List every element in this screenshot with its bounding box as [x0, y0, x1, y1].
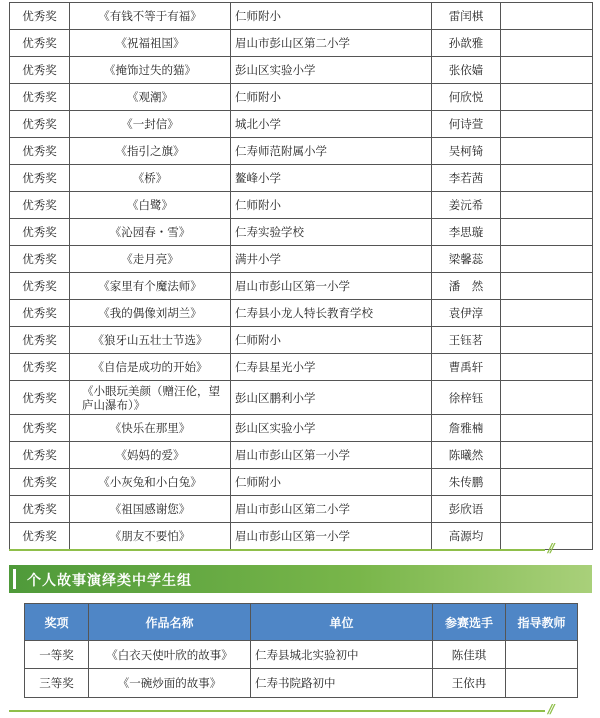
- table-row: [10, 84, 593, 111]
- header-player: 参赛选手: [433, 604, 506, 641]
- award-cell: 三等奖: [25, 669, 89, 698]
- player-cell: 袁伊淳: [432, 300, 501, 327]
- unit-cell: 眉山市彭山区第二小学: [231, 30, 432, 57]
- work-cell: 《白鹭》: [70, 192, 231, 219]
- table-row: [10, 415, 593, 442]
- work-cell: 《白衣天使叶欣的故事》: [89, 641, 251, 669]
- work-cell: 《祖国感谢您》: [70, 496, 231, 523]
- player-cell: 张依嫱: [432, 57, 501, 84]
- teacher-cell: [501, 246, 593, 273]
- award-cell: 优秀奖: [10, 327, 70, 354]
- table-row: [25, 669, 578, 698]
- unit-cell: 眉山市彭山区第一小学: [231, 442, 432, 469]
- unit-cell: 仁寿县城北实验初中: [251, 641, 433, 669]
- player-cell: 雷闰棋: [432, 3, 501, 30]
- work-cell: 《家里有个魔法师》: [70, 273, 231, 300]
- table-row: [10, 111, 593, 138]
- slash-ornament: //: [548, 541, 553, 555]
- teacher-cell: [501, 496, 593, 523]
- unit-cell: 仁寿县小龙人特长教育学校: [231, 300, 432, 327]
- unit-cell: 仁师附小: [231, 192, 432, 219]
- unit-cell: 彭山区实验小学: [231, 415, 432, 442]
- table-row: [10, 3, 593, 30]
- table-row: [10, 469, 593, 496]
- award-cell: 优秀奖: [10, 415, 70, 442]
- teacher-cell: [501, 300, 593, 327]
- teacher-cell: [501, 415, 593, 442]
- table-row: [10, 219, 593, 246]
- table-row: [10, 496, 593, 523]
- award-table-primary: [9, 2, 593, 550]
- header-unit: 单位: [251, 604, 433, 641]
- unit-cell: 眉山市彭山区第一小学: [231, 273, 432, 300]
- teacher-cell: [501, 192, 593, 219]
- work-cell: 《小眼玩美颜（赠汪伦，望庐山瀑布）》: [70, 381, 231, 415]
- player-cell: 李思璇: [432, 219, 501, 246]
- table-row: [25, 641, 578, 669]
- award-cell: 优秀奖: [10, 57, 70, 84]
- work-cell: 《掩饰过失的猫》: [70, 57, 231, 84]
- unit-cell: 仁寿实验学校: [231, 219, 432, 246]
- player-cell: 朱传鹏: [432, 469, 501, 496]
- work-cell: 《狼牙山五壮士节选》: [70, 327, 231, 354]
- unit-cell: 鳌峰小学: [231, 165, 432, 192]
- work-cell: 《走月亮》: [70, 246, 231, 273]
- award-cell: 优秀奖: [10, 219, 70, 246]
- work-cell: 《我的偶像刘胡兰》: [70, 300, 231, 327]
- table-row: [10, 192, 593, 219]
- unit-cell: 满井小学: [231, 246, 432, 273]
- work-cell: 《自信是成功的开始》: [70, 354, 231, 381]
- player-cell: 姜沅希: [432, 192, 501, 219]
- table-row: [10, 165, 593, 192]
- award-cell: 优秀奖: [10, 354, 70, 381]
- player-cell: 高源均: [432, 523, 501, 550]
- slash-ornament: //: [548, 702, 553, 716]
- award-cell: 优秀奖: [10, 192, 70, 219]
- table-row: [10, 354, 593, 381]
- award-cell: 一等奖: [25, 641, 89, 669]
- teacher-cell: [501, 469, 593, 496]
- table-row: [10, 30, 593, 57]
- header-teacher: 指导教师: [506, 604, 578, 641]
- work-cell: 《一封信》: [70, 111, 231, 138]
- player-cell: 陈佳琪: [433, 641, 506, 669]
- player-cell: 曹禹轩: [432, 354, 501, 381]
- player-cell: 李若茜: [432, 165, 501, 192]
- player-cell: 詹雅楠: [432, 415, 501, 442]
- teacher-cell: [501, 111, 593, 138]
- award-cell: 优秀奖: [10, 381, 70, 415]
- teacher-cell: [501, 381, 593, 415]
- player-cell: 梁馨蕊: [432, 246, 501, 273]
- section-header: [9, 565, 592, 593]
- work-cell: 《观潮》: [70, 84, 231, 111]
- player-cell: 孙歆雅: [432, 30, 501, 57]
- award-cell: 优秀奖: [10, 523, 70, 550]
- divider-line: [9, 549, 545, 551]
- award-cell: 优秀奖: [10, 111, 70, 138]
- teacher-cell: [501, 219, 593, 246]
- unit-cell: 仁师附小: [231, 84, 432, 111]
- table-row: [10, 57, 593, 84]
- work-cell: 《桥》: [70, 165, 231, 192]
- award-cell: 优秀奖: [10, 30, 70, 57]
- teacher-cell: [506, 669, 578, 698]
- header-work: 作品名称: [89, 604, 251, 641]
- award-cell: 优秀奖: [10, 165, 70, 192]
- work-cell: 《妈妈的爱》: [70, 442, 231, 469]
- award-cell: 优秀奖: [10, 246, 70, 273]
- player-cell: 王依冉: [433, 669, 506, 698]
- teacher-cell: [501, 442, 593, 469]
- teacher-cell: [501, 57, 593, 84]
- award-cell: 优秀奖: [10, 442, 70, 469]
- unit-cell: 仁寿县星光小学: [231, 354, 432, 381]
- header-award: 奖项: [25, 604, 89, 641]
- teacher-cell: [501, 84, 593, 111]
- award-cell: 优秀奖: [10, 84, 70, 111]
- teacher-cell: [501, 273, 593, 300]
- unit-cell: 眉山市彭山区第一小学: [231, 523, 432, 550]
- work-cell: 《祝福祖国》: [70, 30, 231, 57]
- unit-cell: 彭山区实验小学: [231, 57, 432, 84]
- teacher-cell: [501, 354, 593, 381]
- unit-cell: 城北小学: [231, 111, 432, 138]
- player-cell: 徐梓钰: [432, 381, 501, 415]
- work-cell: 《朋友不要怕》: [70, 523, 231, 550]
- unit-cell: 仁寿师范附属小学: [231, 138, 432, 165]
- player-cell: 吴柯锜: [432, 138, 501, 165]
- teacher-cell: [501, 3, 593, 30]
- divider-line: [9, 710, 545, 712]
- section-header-bar: [13, 569, 16, 589]
- teacher-cell: [501, 165, 593, 192]
- table-row: [10, 138, 593, 165]
- unit-cell: 眉山市彭山区第二小学: [231, 496, 432, 523]
- teacher-cell: [506, 641, 578, 669]
- section-title: 个人故事演绎类中学生组: [27, 573, 192, 589]
- award-cell: 优秀奖: [10, 273, 70, 300]
- teacher-cell: [501, 523, 593, 550]
- work-cell: 《一碗炒面的故事》: [89, 669, 251, 698]
- player-cell: 何诗萱: [432, 111, 501, 138]
- table-row: [10, 327, 593, 354]
- award-cell: 优秀奖: [10, 469, 70, 496]
- unit-cell: 仁师附小: [231, 327, 432, 354]
- teacher-cell: [501, 30, 593, 57]
- unit-cell: 彭山区鹏利小学: [231, 381, 432, 415]
- table-row: [10, 523, 593, 550]
- work-cell: 《快乐在那里》: [70, 415, 231, 442]
- table-row: [10, 381, 593, 415]
- player-cell: 潘 然: [432, 273, 501, 300]
- work-cell: 《有钱不等于有福》: [70, 3, 231, 30]
- unit-cell: 仁师附小: [231, 469, 432, 496]
- award-cell: 优秀奖: [10, 3, 70, 30]
- table-row: [10, 273, 593, 300]
- player-cell: 彭欣语: [432, 496, 501, 523]
- teacher-cell: [501, 327, 593, 354]
- player-cell: 何欣悦: [432, 84, 501, 111]
- player-cell: 王钰茗: [432, 327, 501, 354]
- table-row: [10, 246, 593, 273]
- teacher-cell: [501, 138, 593, 165]
- work-cell: 《指引之旗》: [70, 138, 231, 165]
- unit-cell: 仁寿书院路初中: [251, 669, 433, 698]
- award-cell: 优秀奖: [10, 300, 70, 327]
- work-cell: 《小灰兔和小白兔》: [70, 469, 231, 496]
- work-cell: 《沁园春・雪》: [70, 219, 231, 246]
- player-cell: 陈曦然: [432, 442, 501, 469]
- table-row: [10, 300, 593, 327]
- unit-cell: 仁师附小: [231, 3, 432, 30]
- award-cell: 优秀奖: [10, 138, 70, 165]
- award-table-middle-school: [24, 603, 578, 698]
- table-row: [10, 442, 593, 469]
- award-cell: 优秀奖: [10, 496, 70, 523]
